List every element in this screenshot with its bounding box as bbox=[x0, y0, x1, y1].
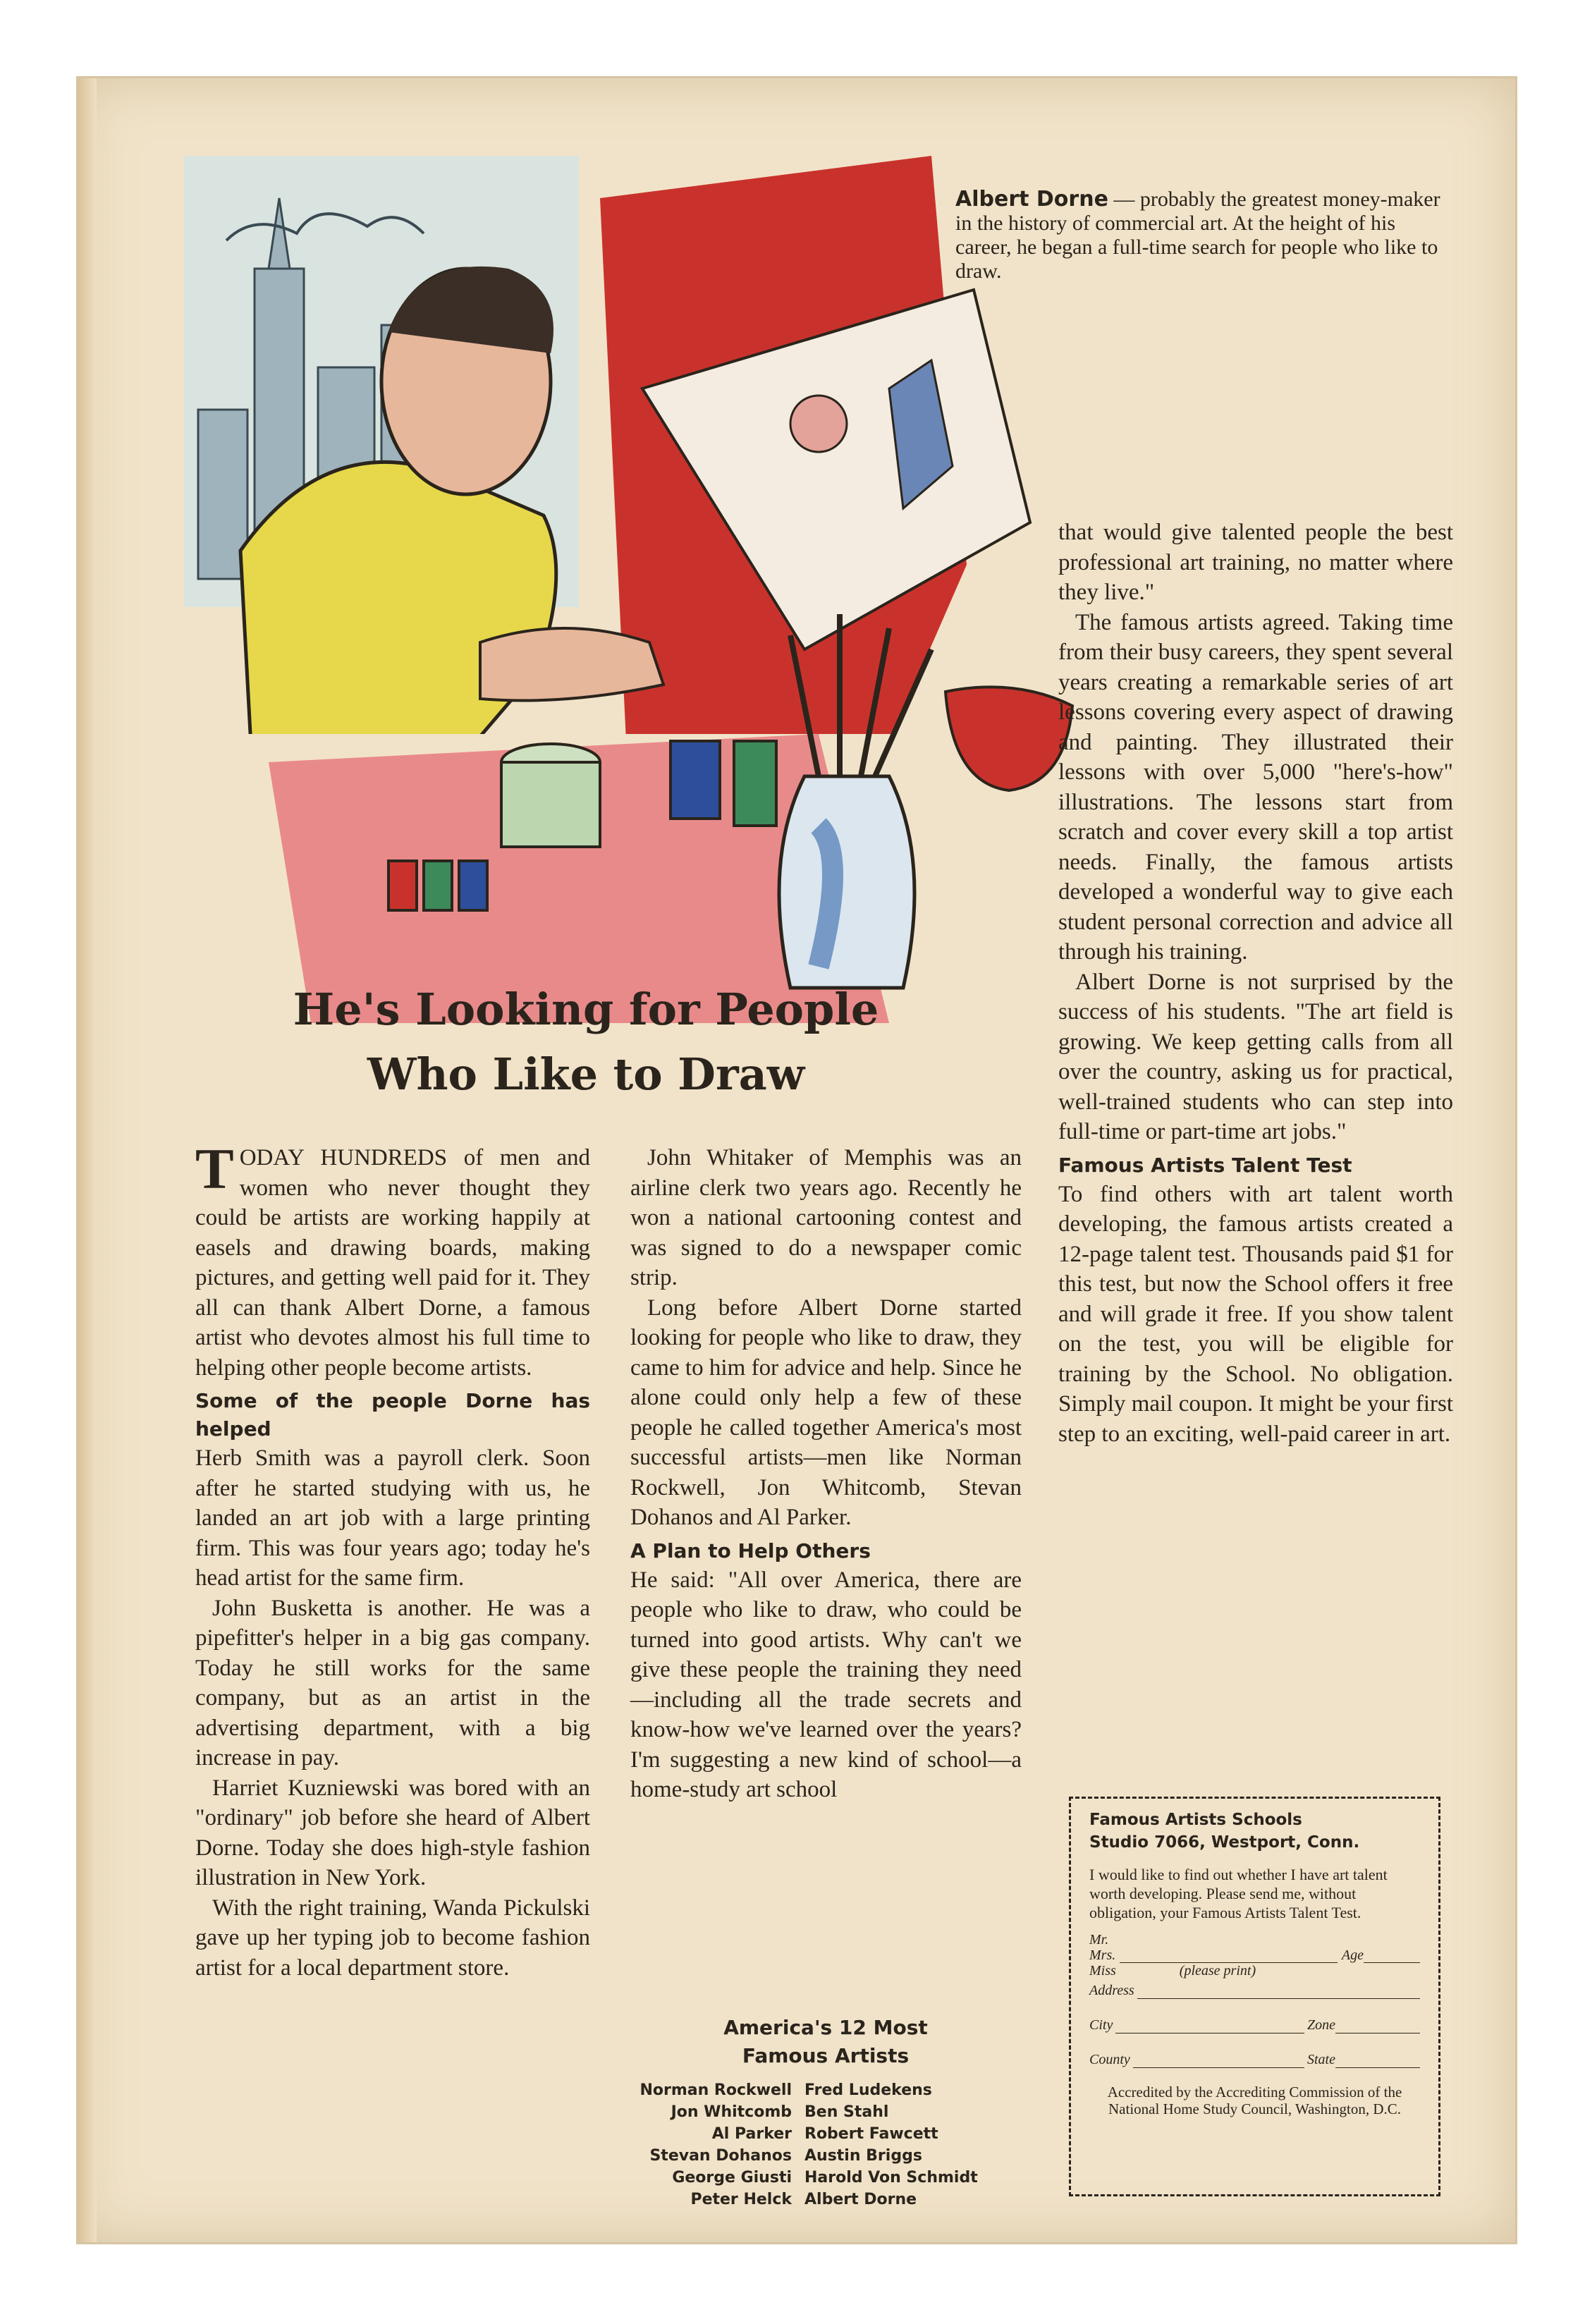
coupon-studio-address: Studio 7066, Westport, Conn. bbox=[1089, 1833, 1360, 1852]
artist-name: Peter Helck bbox=[690, 2191, 792, 2208]
coupon-salutations bbox=[1089, 1932, 1420, 1979]
city-zone-row bbox=[1089, 2017, 1420, 2034]
paragraph-wanda-pickulski: With the right training, Wanda Pickulski gave up her typing job to become fashion artist for a local department store. bbox=[195, 1895, 590, 1981]
miss-label: Miss bbox=[1089, 1963, 1116, 1979]
mr-label: Mr. bbox=[1089, 1932, 1109, 1947]
city-label: City bbox=[1089, 2017, 1113, 2033]
brush-jar bbox=[779, 776, 914, 988]
state-label: State bbox=[1307, 2052, 1335, 2067]
coupon-body: I would like to find out whether I have art talent worth developing. Please send me, without obligation, your Famous Artists Talent Test. bbox=[1089, 1866, 1388, 1921]
paragraph-harriet-kuzniewski: Harriet Kuzniewski was bored with an "ordinary" job before she heard of Albert Dorne. Today she does high-style fashion illustration in New York. bbox=[195, 1775, 590, 1890]
man-arm bbox=[480, 628, 663, 701]
artist-name: Jon Whitcomb bbox=[671, 2103, 792, 2121]
address-field[interactable] bbox=[1137, 1984, 1420, 1999]
paragraph-famous-artists-agreed: The famous artists agreed. Taking time from their busy careers, they spent several years creating a remarkable series of art lessons covering every aspect of drawing and painting. They illustrated their lessons with over 5,000 "here's-how" illustrations. The lessons start from scratch and cover every skill a top artist needs. Finally, the famous artists developed a wonderful way to give each student personal correction and advice all through his training. bbox=[1058, 609, 1453, 965]
mail-coupon[interactable] bbox=[1069, 1797, 1440, 2196]
artist-row bbox=[628, 2189, 1023, 2210]
address-label: Address bbox=[1089, 1983, 1134, 1998]
artist-name: Stevan Dohanos bbox=[649, 2147, 792, 2165]
artist-name: Austin Briggs bbox=[804, 2147, 922, 2165]
artist-name: Harold Von Schmidt bbox=[804, 2169, 978, 2187]
magazine-page bbox=[76, 76, 1517, 2244]
paragraph-talent-test: To find others with art talent worth developing, the famous artists created a 12-page talent test. Thousands paid $1 for this test, but now the School offers it free and will grade it free. If you show talent on the test, you will be eligible for training by the School. No obligation. Simply mail coupon. It might be your first step to an exciting, well-paid career in art. bbox=[1058, 1181, 1453, 1447]
column-3 bbox=[1058, 518, 1453, 1449]
paragraph-he-said: He said: "All over America, there are people who like to draw, who could be turned into good artists. Why can't we give these people the training they need—including all the trade secrets and know-how we've learned over the years? I'm suggesting a new kind of school—a home-study art school bbox=[630, 1567, 1022, 1802]
artist-row bbox=[628, 2079, 1023, 2101]
headline-line-2: Who Like to Draw bbox=[367, 1048, 805, 1100]
mrs-age-row bbox=[1089, 1947, 1420, 1963]
intro-paragraph bbox=[195, 1137, 590, 1383]
headline-line-1: He's Looking for People bbox=[293, 984, 879, 1035]
zone-label: Zone bbox=[1307, 2017, 1335, 2033]
paragraph-not-surprised: Albert Dorne is not surprised by the success of his students. "The art field is growing. We keep getting calls from all over the country, asking us for practical, well-trained students who can step into full-time or part-time art jobs." bbox=[1058, 969, 1453, 1144]
column-2 bbox=[630, 1143, 1022, 1805]
accreditation-note: Accredited by the Accrediting Commission of the National Home Study Council, Washington, D.C. bbox=[1107, 2084, 1402, 2117]
zone-field[interactable] bbox=[1335, 2019, 1420, 2034]
artist-name: George Giusti bbox=[672, 2169, 792, 2187]
city-field[interactable] bbox=[1115, 2019, 1304, 2034]
artist-name: Norman Rockwell bbox=[639, 2081, 792, 2099]
headline bbox=[219, 977, 953, 1107]
subhead-talent-test: Famous Artists Talent Test bbox=[1058, 1153, 1352, 1177]
drop-cap: T bbox=[195, 1137, 234, 1201]
county-field[interactable] bbox=[1133, 2053, 1304, 2068]
artists-title-line-1: America's 12 Most bbox=[723, 2016, 928, 2039]
intro-text: of men and women who never thought they could be artists are working happily at easels and drawing boards, making pictures, and getting well paid for it. They all can thank Albert Dorne, a famous artist who devotes almost his full time to helping other people become artists. bbox=[195, 1145, 590, 1381]
mrs-label: Mrs. bbox=[1089, 1947, 1116, 1963]
age-label: Age bbox=[1341, 1947, 1364, 1963]
paragraph-john-whitaker: John Whitaker of Memphis was an airline clerk two years ago. Recently he won a national cartooning contest and was signed to do a newspaper comic strip. bbox=[630, 1145, 1022, 1290]
paragraph-long-before: Long before Albert Dorne started looking for people who like to draw, they came to him for advice and help. Since he alone could only help a few of these people he called together America's most successful artists—men like Norman Rockwell, Jon Whitcomb, Stevan Dohanos and Al Parker. bbox=[630, 1295, 1022, 1530]
paragraph-continuation: that would give talented people the best professional art training, no matter where they live." bbox=[1058, 520, 1453, 605]
artists-title-line-2: Famous Artists bbox=[742, 2044, 910, 2067]
artist-row bbox=[628, 2101, 1023, 2123]
miss-row bbox=[1089, 1963, 1420, 1979]
intro-lead: ODAY HUNDREDS bbox=[239, 1145, 448, 1170]
artist-name: Ben Stahl bbox=[804, 2103, 889, 2121]
artist-row bbox=[628, 2145, 1023, 2167]
artist-row bbox=[628, 2123, 1023, 2145]
age-field[interactable] bbox=[1364, 1962, 1420, 1963]
illustration-caption bbox=[955, 188, 1449, 283]
caption-text: — probably the greatest money-maker in the history of commercial art. At the height of his career, he began a full-time search for people who like to draw. bbox=[955, 188, 1440, 283]
county-state-row bbox=[1089, 2052, 1420, 2068]
subhead-dorne-helped: Some of the people Dorne has helped bbox=[195, 1389, 590, 1441]
county-label: County bbox=[1089, 2052, 1130, 2067]
paragraph-herb-smith: Herb Smith was a payroll clerk. Soon after he started studying with us, he landed an art job with a large printing firm. This was four years ago; today he's head artist for the same firm. bbox=[195, 1445, 590, 1591]
artists-list bbox=[628, 2079, 1023, 2210]
artist-name: Albert Dorne bbox=[804, 2191, 917, 2208]
artist-name: Fred Ludekens bbox=[804, 2081, 932, 2099]
address-row bbox=[1089, 1983, 1420, 1999]
albert-dorne-illustration bbox=[184, 156, 1101, 1023]
coupon-school-name: Famous Artists Schools bbox=[1089, 1811, 1302, 1829]
artist-row bbox=[628, 2167, 1023, 2189]
artist-name: Robert Fawcett bbox=[804, 2125, 938, 2143]
artist-name: Al Parker bbox=[711, 2125, 792, 2143]
state-field[interactable] bbox=[1335, 2053, 1420, 2068]
artists-list-title bbox=[628, 2014, 1023, 2070]
column-1 bbox=[195, 1137, 590, 1983]
caption-name: Albert Dorne bbox=[955, 187, 1108, 212]
subhead-plan: A Plan to Help Others bbox=[630, 1539, 871, 1562]
paragraph-john-busketta: John Busketta is another. He was a pipefitter's helper in a big gas company. Today he still works for the same company, but as an artist in the advertising department, with a big increase in pay. bbox=[195, 1595, 590, 1770]
please-print-label: (please print) bbox=[1179, 1963, 1256, 1979]
